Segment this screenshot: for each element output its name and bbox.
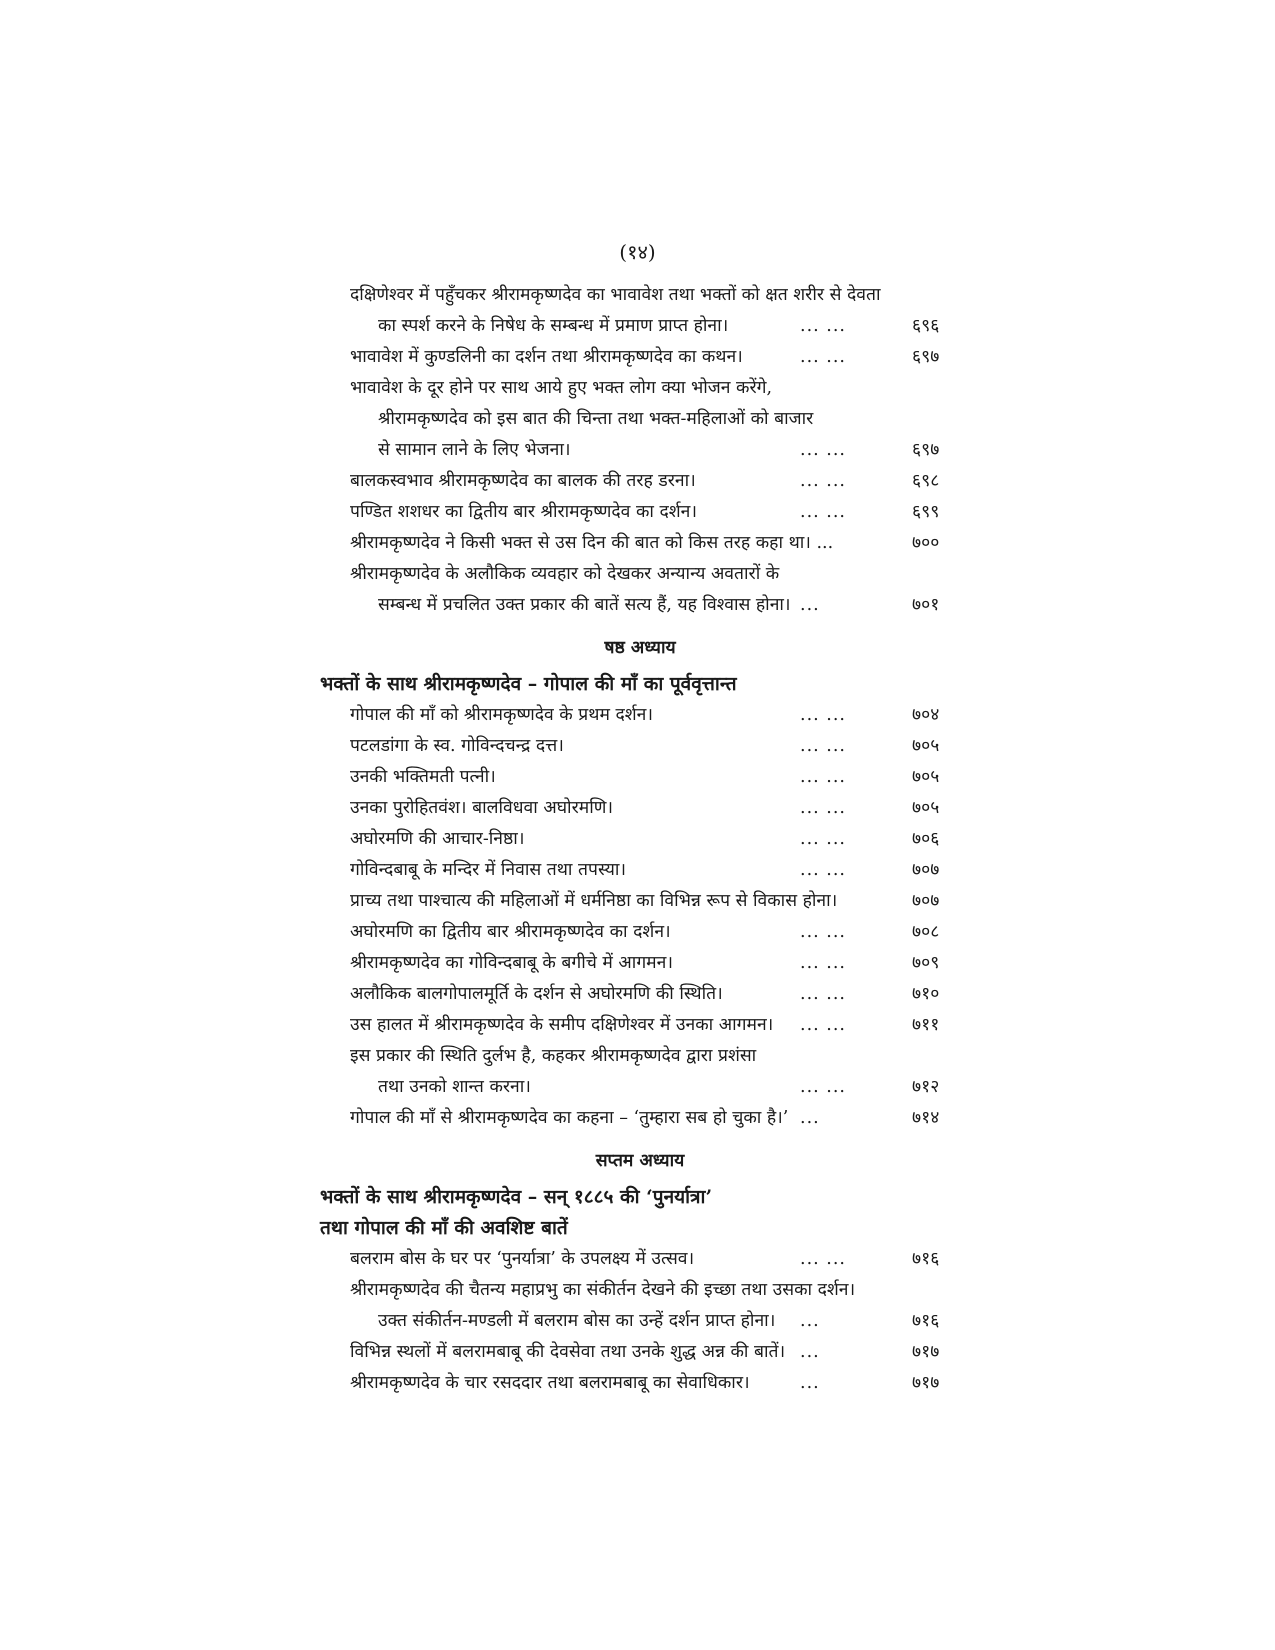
toc-entry (320, 1337, 960, 1368)
toc-entry-text: से सामान लाने के लिए भेजना। (378, 440, 571, 460)
toc-entry-text: अघोरमणि की आचार-निष्ठा। (350, 829, 525, 849)
toc-entry-dots: ... ... (800, 316, 846, 336)
toc-entry-dots: ... ... (800, 984, 846, 1004)
toc-entry (320, 1244, 960, 1275)
toc-entry-text: श्रीरामकृष्णदेव का गोविन्दबाबू के बगीचे में आगमन। (350, 953, 673, 973)
toc-entry-text: बलराम बोस के घर पर ‘पुनर्यात्रा’ के उपलक्ष्य में उत्सव। (350, 1249, 695, 1269)
toc-entry-text: अघोरमणि का द्वितीय बार श्रीरामकृष्णदेव का दर्शन। (350, 922, 671, 942)
toc-entry-text: सम्बन्ध में प्रचलित उक्त प्रकार की बातें सत्य हैं, यह विश्वास होना। (378, 595, 791, 615)
toc-entry-page-number: ७१७ (912, 1342, 940, 1362)
toc-entry-page-number: ६९८ (912, 471, 940, 491)
toc-entry-text: पटलडांगा के स्व. गोविन्दचन्द्र दत्त। (350, 736, 564, 756)
toc-entry (320, 528, 960, 559)
toc-entry-dots: ... (800, 1311, 820, 1331)
toc-entry-page-number: ७१६ (912, 1311, 940, 1331)
toc-entry-page-number: ७०८ (912, 922, 940, 942)
toc-entry-page-number: ७०६ (912, 829, 940, 849)
toc-entry (320, 731, 960, 762)
toc-entry-page-number: ७०५ (912, 798, 940, 818)
toc-entry-dots: ... ... (800, 471, 846, 491)
toc-entry-page-number: ७०५ (912, 736, 940, 756)
toc-entry-text: गोविन्दबाबू के मन्दिर में निवास तथा तपस्या। (350, 860, 627, 880)
toc-entry (320, 1368, 960, 1399)
toc-entry-dots: ... ... (800, 1015, 846, 1035)
toc-entry-dots: ... ... (800, 705, 846, 725)
toc-entry (320, 311, 960, 342)
toc-entry-page-number: ७०९ (912, 953, 940, 973)
toc-entry-page-number: ७०१ (912, 595, 940, 615)
toc-entry-text: तथा उनको शान्त करना। (378, 1077, 531, 1097)
toc-entry-dots: ... ... (800, 922, 846, 942)
toc-entry (320, 342, 960, 373)
toc-entry-page-number: ७१४ (912, 1108, 940, 1128)
toc-entry (320, 1103, 960, 1134)
toc-entry (320, 793, 960, 824)
toc-entry (320, 762, 960, 793)
toc-entry (320, 280, 960, 311)
toc-entry (320, 559, 960, 590)
toc-entry-text: श्रीरामकृष्णदेव के अलौकिक व्यवहार को देखकर अन्यान्य अवतारों के (350, 564, 780, 584)
toc-entry (320, 1306, 960, 1337)
toc-entry-page-number: ७१० (912, 984, 940, 1004)
toc-entry (320, 1072, 960, 1103)
toc-entry (320, 979, 960, 1010)
toc-entry (320, 497, 960, 528)
toc-entry-page-number: ६९६ (912, 316, 940, 336)
toc-entry (320, 1041, 960, 1072)
toc-entry-page-number: ७०० (912, 533, 940, 553)
toc-entry (320, 404, 960, 435)
toc-entry (320, 1275, 960, 1306)
toc-entry-dots: ... ... (800, 736, 846, 756)
table-of-contents (320, 280, 960, 1399)
toc-entry (320, 917, 960, 948)
toc-entry-dots: ... ... (800, 1249, 846, 1269)
toc-entry-dots: ... ... (800, 347, 846, 367)
toc-entry-dots: ... (800, 1108, 820, 1128)
toc-entry-text: बालकस्वभाव श्रीरामकृष्णदेव का बालक की तरह डरना। (350, 471, 696, 491)
chapter-7-heading: सप्तम अध्याय (595, 1151, 685, 1171)
toc-entry (320, 590, 960, 621)
toc-entry-dots: ... ... (800, 440, 846, 460)
toc-entry-dots: ... ... (800, 767, 846, 787)
toc-entry-text: गोपाल की माँ को श्रीरामकृष्णदेव के प्रथम दर्शन। (350, 705, 654, 725)
toc-entry-text: भावावेश के दूर होने पर साथ आये हुए भक्त लोग क्या भोजन करेंगे, (350, 378, 773, 398)
chapter-7-title-line-2: तथा गोपाल की माँ की अवशिष्ट बातें (320, 1217, 568, 1239)
toc-entry-page-number: ६९९ (912, 502, 940, 522)
toc-entry (320, 886, 960, 917)
toc-entry-text: अलौकिक बालगोपालमूर्ति के दर्शन से अघोरमणि की स्थिति। (350, 984, 723, 1004)
toc-entry-dots: ... ... (800, 502, 846, 522)
toc-entry-text: प्राच्य तथा पाश्चात्य की महिलाओं में धर्मनिष्ठा का विभिन्न रूप से विकास होना। (350, 891, 838, 911)
toc-entry-text: दक्षिणेश्वर में पहुँचकर श्रीरामकृष्णदेव का भावावेश तथा भक्तों को क्षत शरीर से देवता (350, 285, 881, 305)
toc-entry-text: श्रीरामकृष्णदेव को इस बात की चिन्ता तथा भक्त-महिलाओं को बाजार (378, 409, 814, 429)
toc-entry-dots: ... ... (800, 1077, 846, 1097)
toc-entry-page-number: ६९७ (912, 347, 940, 367)
toc-entry-text: विभिन्न स्थलों में बलरामबाबू की देवसेवा तथा उनके शुद्ध अन्न की बातें। (350, 1342, 786, 1362)
toc-entry-page-number: ६९७ (912, 440, 940, 460)
toc-entry-text: उनकी भक्तिमती पत्नी। (350, 767, 496, 787)
toc-entry-page-number: ७०७ (912, 860, 940, 880)
toc-entry (320, 435, 960, 466)
toc-block-1 (320, 280, 960, 621)
toc-entry-text: का स्पर्श करने के निषेध के सम्बन्ध में प्रमाण प्राप्त होना। (378, 316, 729, 336)
toc-entry-page-number: ७०५ (912, 767, 940, 787)
toc-entry-text: इस प्रकार की स्थिति दुर्लभ है, कहकर श्रीरामकृष्णदेव द्वारा प्रशंसा (350, 1046, 757, 1066)
toc-entry-text: उस हालत में श्रीरामकृष्णदेव के समीप दक्षिणेश्वर में उनका आगमन। (350, 1015, 774, 1035)
toc-entry-text: श्रीरामकृष्णदेव के चार रसददार तथा बलरामबाबू का सेवाधिकार। (350, 1373, 750, 1393)
toc-entry-dots: ... ... (800, 829, 846, 849)
toc-entry-page-number: ७०४ (912, 705, 940, 725)
toc-entry-dots: ... ... (800, 860, 846, 880)
toc-entry-text: उनका पुरोहितवंश। बालविधवा अघोरमणि। (350, 798, 614, 818)
toc-entry-dots: ... (800, 595, 820, 615)
toc-entry-dots: ... ... (800, 953, 846, 973)
toc-entry (320, 1010, 960, 1041)
toc-entry-dots: ... (800, 1342, 820, 1362)
toc-entry-text: श्रीरामकृष्णदेव की चैतन्य महाप्रभु का संकीर्तन देखने की इच्छा तथा उसका दर्शन। (350, 1280, 856, 1300)
chapter-6-heading: षष्ठ अध्याय (604, 638, 676, 658)
toc-entry (320, 373, 960, 404)
page-number: (१४) (619, 240, 656, 264)
toc-entry-text: भावावेश में कुण्डलिनी का दर्शन तथा श्रीरामकृष्णदेव का कथन। (350, 347, 743, 367)
toc-entry-page-number: ७१६ (912, 1249, 940, 1269)
toc-entry (320, 824, 960, 855)
toc-entry (320, 948, 960, 979)
toc-entry (320, 466, 960, 497)
chapter-7-entries (320, 1244, 960, 1399)
toc-entry-dots: ... ... (800, 798, 846, 818)
chapter-6-entries (320, 700, 960, 1134)
chapter-7-title-line-1: भक्तों के साथ श्रीरामकृष्णदेव – सन् १८८५ की ‘पुनर्यात्रा’ (320, 1186, 713, 1208)
toc-entry-text: गोपाल की माँ से श्रीरामकृष्णदेव का कहना – ‘तुम्हारा सब हो चुका है।’ (350, 1108, 789, 1128)
toc-entry-text: श्रीरामकृष्णदेव ने किसी भक्त से उस दिन की बात को किस तरह कहा था। ... (350, 533, 834, 553)
chapter-6-title: भक्तों के साथ श्रीरामकृष्णदेव – गोपाल की माँ का पूर्ववृत्तान्त (320, 673, 737, 695)
toc-entry-text: उक्त संकीर्तन-मण्डली में बलराम बोस का उन्हें दर्शन प्राप्त होना। (378, 1311, 776, 1331)
toc-entry-page-number: ७१७ (912, 1373, 940, 1393)
toc-entry (320, 700, 960, 731)
toc-entry-page-number: ७१२ (912, 1077, 940, 1097)
toc-entry-dots: ... (800, 1373, 820, 1393)
toc-entry-page-number: ७०७ (912, 891, 940, 911)
toc-entry (320, 855, 960, 886)
toc-entry-page-number: ७११ (912, 1015, 940, 1035)
toc-entry-text: पण्डित शशधर का द्वितीय बार श्रीरामकृष्णदेव का दर्शन। (350, 502, 698, 522)
